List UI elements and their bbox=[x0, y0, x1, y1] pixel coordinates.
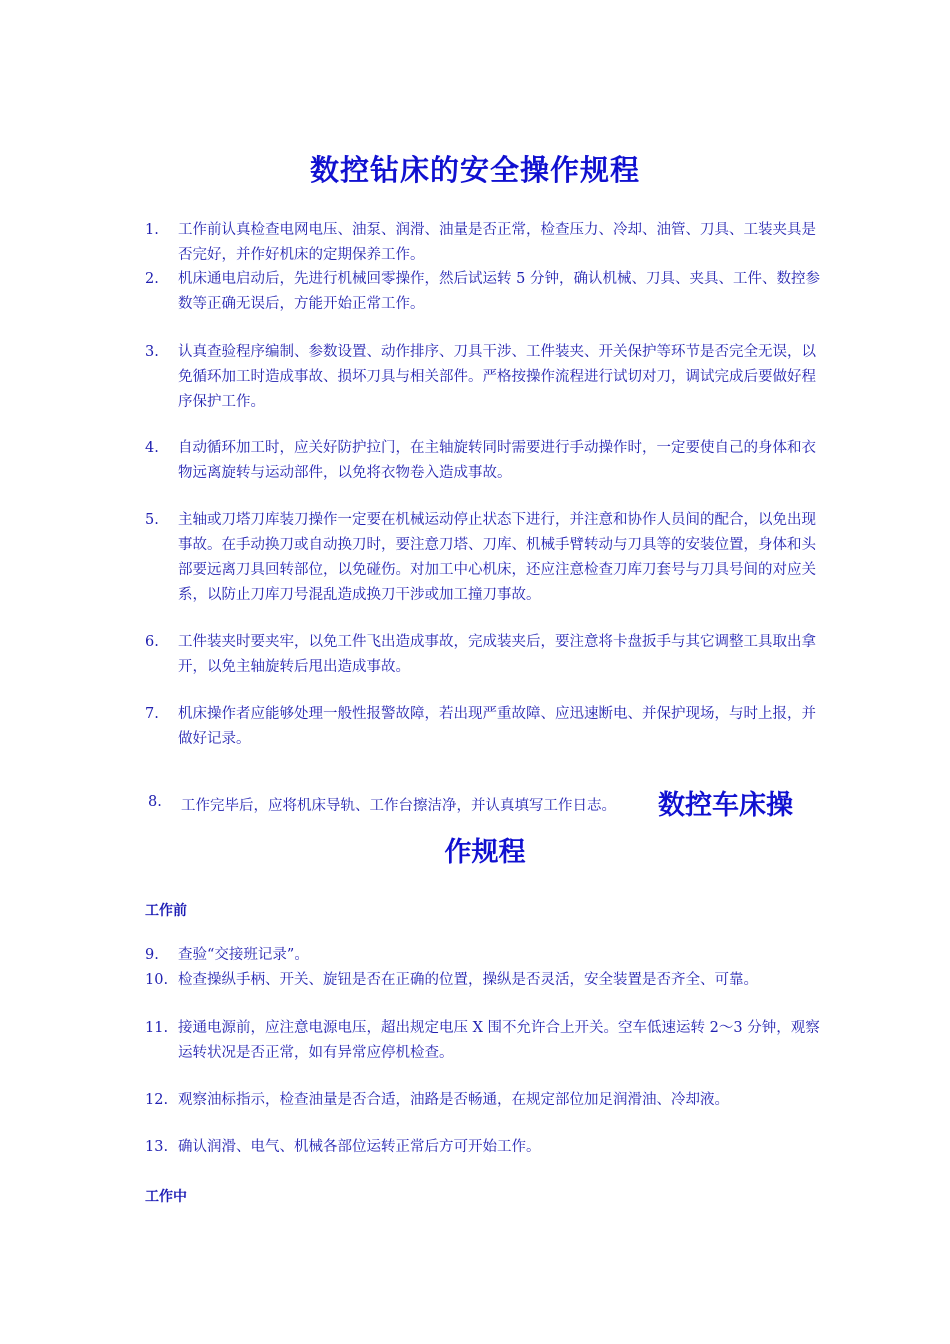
list-item-number: 6. bbox=[145, 634, 159, 650]
list-item bbox=[145, 267, 825, 317]
list-item-number: 9. bbox=[145, 947, 159, 963]
list-item-number: 13. bbox=[145, 1139, 169, 1155]
page-title: 数控钻床的安全操作规程 bbox=[309, 153, 640, 187]
list-item-number: 10. bbox=[145, 972, 169, 988]
section-title-part2: 作规程 bbox=[444, 837, 526, 868]
list-item bbox=[145, 1088, 825, 1113]
list-item-text: 机床通电启动后，先进行机械回零操作，然后试运转 5 分钟，确认机械、刀具、夹具、工件、数控参数等正确无误后，方能开始正常工作。 bbox=[178, 271, 820, 312]
list-item-number: 4. bbox=[145, 440, 159, 456]
list-item-text: 接通电源前，应注意电源电压，超出规定电压 X 围不允许合上开关。空车低速运转 2～3 分钟，观察运转状况是否正常，如有异常应停机检查。 bbox=[178, 1020, 820, 1061]
list-item-number: 2. bbox=[145, 271, 159, 287]
list-item bbox=[145, 436, 825, 486]
list-item bbox=[145, 218, 825, 268]
list-item-text: 机床操作者应能够处理一般性报警故障，若出现严重故障、应迅速断电、并保护现场，与时上报，并做好记录。 bbox=[178, 706, 816, 747]
list-item-text: 工件装夹时要夹牢，以免工件飞出造成事故，完成装夹后，要注意将卡盘扳手与其它调整工具取出拿开，以免主轴旋转后甩出造成事故。 bbox=[178, 634, 816, 675]
list-item-number: 3. bbox=[145, 344, 159, 360]
list-item bbox=[145, 702, 825, 752]
list-item-text: 查验“交接班记录”。 bbox=[178, 947, 309, 963]
list-item-number: 12. bbox=[145, 1092, 169, 1108]
list-item-number: 1. bbox=[145, 222, 159, 238]
subsection-heading-during: 工作中 bbox=[145, 1189, 187, 1205]
list-item bbox=[145, 1016, 825, 1066]
list-item-text: 主轴或刀塔刀库装刀操作一定要在机械运动停止状态下进行，并注意和协作人员间的配合，以免出现事故。在手动换刀或自动换刀时，要注意刀塔、刀库、机械手臂转动与刀具等的安装位置，身体和头部要远离刀具回转部位，以免碰伤。对加工中心机床，还应注意检查刀库刀套号与刀具号间的对应关系，以防止刀库刀号混乱造成换刀干涉或加工撞刀事故。 bbox=[178, 512, 816, 603]
list-item bbox=[145, 943, 825, 968]
list-item-text: 工作前认真检查电网电压、油泵、润滑、油量是否正常，检查压力、冷却、油管、刀具、工装夹具是否完好，并作好机床的定期保养工作。 bbox=[178, 222, 816, 263]
list-item bbox=[145, 630, 825, 680]
list-item-text: 观察油标指示，检查油量是否合适，油路是否畅通，在规定部位加足润滑油、冷却液。 bbox=[178, 1092, 729, 1108]
section-title-part1: 数控车床操 bbox=[658, 790, 793, 821]
list-item bbox=[145, 340, 825, 415]
list-item bbox=[145, 968, 825, 993]
list-item-number: 5. bbox=[145, 512, 159, 528]
list-item-text: 认真查验程序编制、参数设置、动作排序、刀具干涉、工件装夹、开关保护等环节是否完全无误，以免循环加工时造成事故、损坏刀具与相关部件。严格按操作流程进行试切对刀，调试完成后要做好程序保护工作。 bbox=[178, 344, 816, 410]
list-item bbox=[145, 1135, 825, 1160]
list-item-number: 11. bbox=[145, 1020, 169, 1036]
subsection-heading-before: 工作前 bbox=[145, 903, 187, 919]
list-item-text: 工作完毕后，应将机床导轨、工作台擦洁净，并认真填写工作日志。 bbox=[181, 798, 616, 814]
list-item-text: 检查操纵手柄、开关、旋钮是否在正确的位置，操纵是否灵活，安全装置是否齐全、可靠。 bbox=[178, 972, 758, 988]
list-item-number: 8. bbox=[148, 794, 162, 810]
list-item-text: 确认润滑、电气、机械各部位运转正常后方可开始工作。 bbox=[178, 1139, 541, 1155]
list-item-text: 自动循环加工时，应关好防护拉门，在主轴旋转同时需要进行手动操作时，一定要使自己的身体和衣物远离旋转与运动部件，以免将衣物卷入造成事故。 bbox=[178, 440, 816, 481]
list-item-number: 7. bbox=[145, 706, 159, 722]
list-item bbox=[145, 508, 825, 608]
